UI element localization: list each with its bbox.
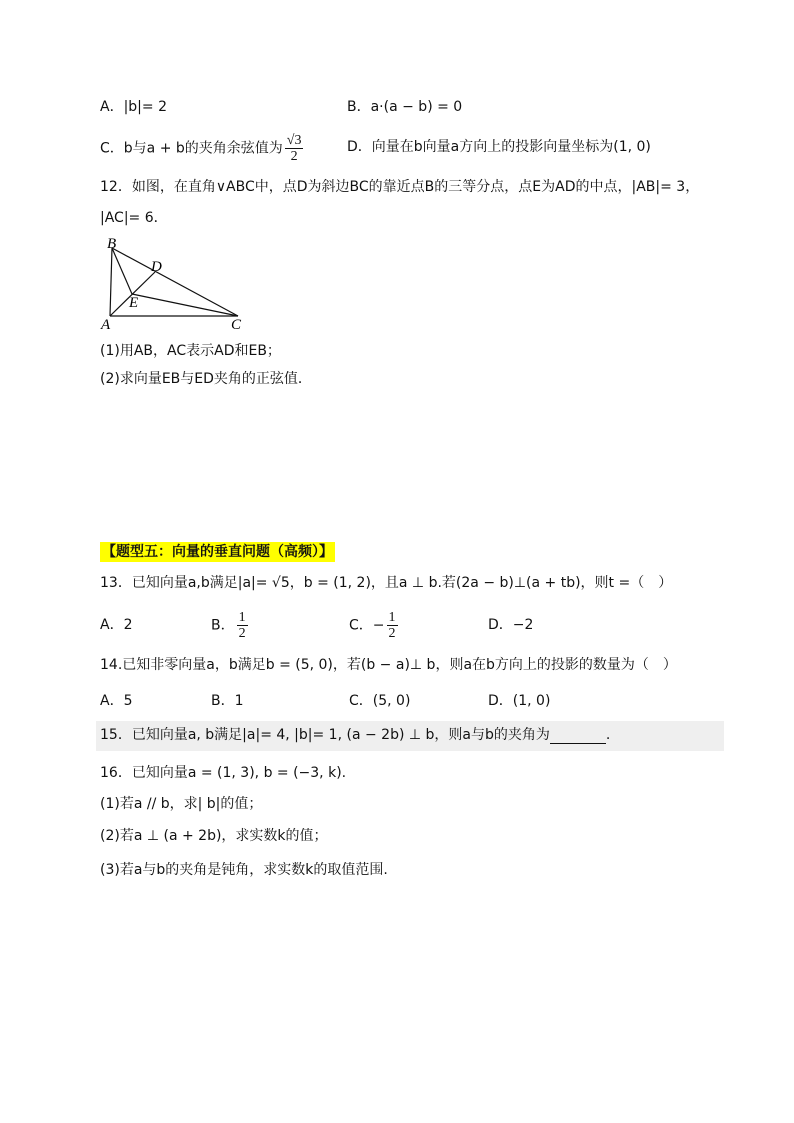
q13-option-d: D．−2 bbox=[488, 617, 534, 633]
segment-be bbox=[112, 248, 132, 294]
q11-option-a: A．|b|= 2 bbox=[100, 99, 167, 115]
fraction-numerator: 1 bbox=[388, 610, 396, 625]
label-a: A bbox=[101, 317, 111, 333]
segment-ec bbox=[132, 294, 238, 316]
fraction-denominator: 2 bbox=[290, 149, 298, 164]
q13-option-c-label: C．− bbox=[349, 617, 385, 634]
q11-option-b: B．a·(a − b) = 0 bbox=[347, 99, 463, 115]
fraction-numerator: 1 bbox=[238, 610, 246, 625]
q13-option-b-label: B． bbox=[211, 617, 235, 634]
q12-stem-line1: 12．如图，在直角∨ABC中，点D为斜边BC的靠近点B的三等分点，点E为AD的中点，|AB|= 3， bbox=[100, 179, 700, 195]
q15-stem bbox=[100, 726, 610, 744]
label-d: D bbox=[151, 259, 162, 275]
q13-option-b bbox=[211, 610, 250, 641]
q12-part1: (1)用AB，AC表示AD和EB； bbox=[100, 343, 281, 359]
q11-option-c-fraction bbox=[285, 133, 304, 164]
q14-option-d: D．(1, 0) bbox=[488, 693, 551, 709]
label-b: B bbox=[107, 236, 117, 252]
q15-stem-end: . bbox=[605, 727, 611, 743]
q15-stem-text: 15．已知向量a, b满足|a|= 4, |b|= 1, (a − 2b) ⊥ b，则a与b的夹角为 bbox=[100, 727, 550, 743]
fraction-denominator: 2 bbox=[238, 626, 246, 641]
fraction-numerator: √3 bbox=[286, 133, 302, 148]
q11-option-c bbox=[100, 133, 305, 164]
q16-part3: (3)若a与b的夹角是钝角，求实数k的取值范围. bbox=[100, 862, 388, 878]
q13-option-c-fraction bbox=[387, 610, 398, 641]
edge-ab bbox=[110, 248, 112, 316]
q13-option-c bbox=[349, 610, 400, 641]
q12-part2: (2)求向量EB与ED夹角的正弦值． bbox=[100, 371, 312, 387]
label-e: E bbox=[129, 295, 139, 311]
q12-stem-line2: |AC|= 6． bbox=[100, 210, 168, 226]
q14-option-b: B．1 bbox=[211, 693, 244, 709]
q13-stem: 13．已知向量a,b满足|a|= √5，b = (1, 2)，且a ⊥ b.若(2a − b)⊥(a + tb)，则t =（ ） bbox=[100, 575, 673, 591]
label-c: C bbox=[231, 317, 242, 333]
section-5-title: 【题型五：向量的垂直问题（高频）】 bbox=[102, 544, 333, 560]
q11-option-d: D．向量在b向量a方向上的投影向量坐标为(1, 0) bbox=[347, 139, 651, 155]
q16-part2: (2)若a ⊥ (a + 2b)，求实数k的值； bbox=[100, 828, 328, 844]
q16-part1: (1)若a // b，求| b|的值； bbox=[100, 796, 263, 812]
q14-option-c: C．(5, 0) bbox=[349, 693, 411, 709]
fraction-denominator: 2 bbox=[388, 626, 396, 641]
q16-stem: 16．已知向量a = (1, 3), b = (−3, k). bbox=[100, 765, 347, 781]
q15-answer-blank bbox=[550, 729, 606, 744]
q13-option-b-fraction bbox=[237, 610, 248, 641]
q11-option-c-text: C．b与a + b的夹角余弦值为 bbox=[100, 140, 283, 157]
q14-option-a: A．5 bbox=[100, 693, 133, 709]
triangle-figure bbox=[98, 234, 258, 334]
q14-stem: 14.已知非零向量a，b满足b = (5, 0)，若(b − a)⊥ b，则a在b方向上的投影的数量为（ ） bbox=[100, 657, 677, 673]
q13-option-a: A．2 bbox=[100, 617, 133, 633]
